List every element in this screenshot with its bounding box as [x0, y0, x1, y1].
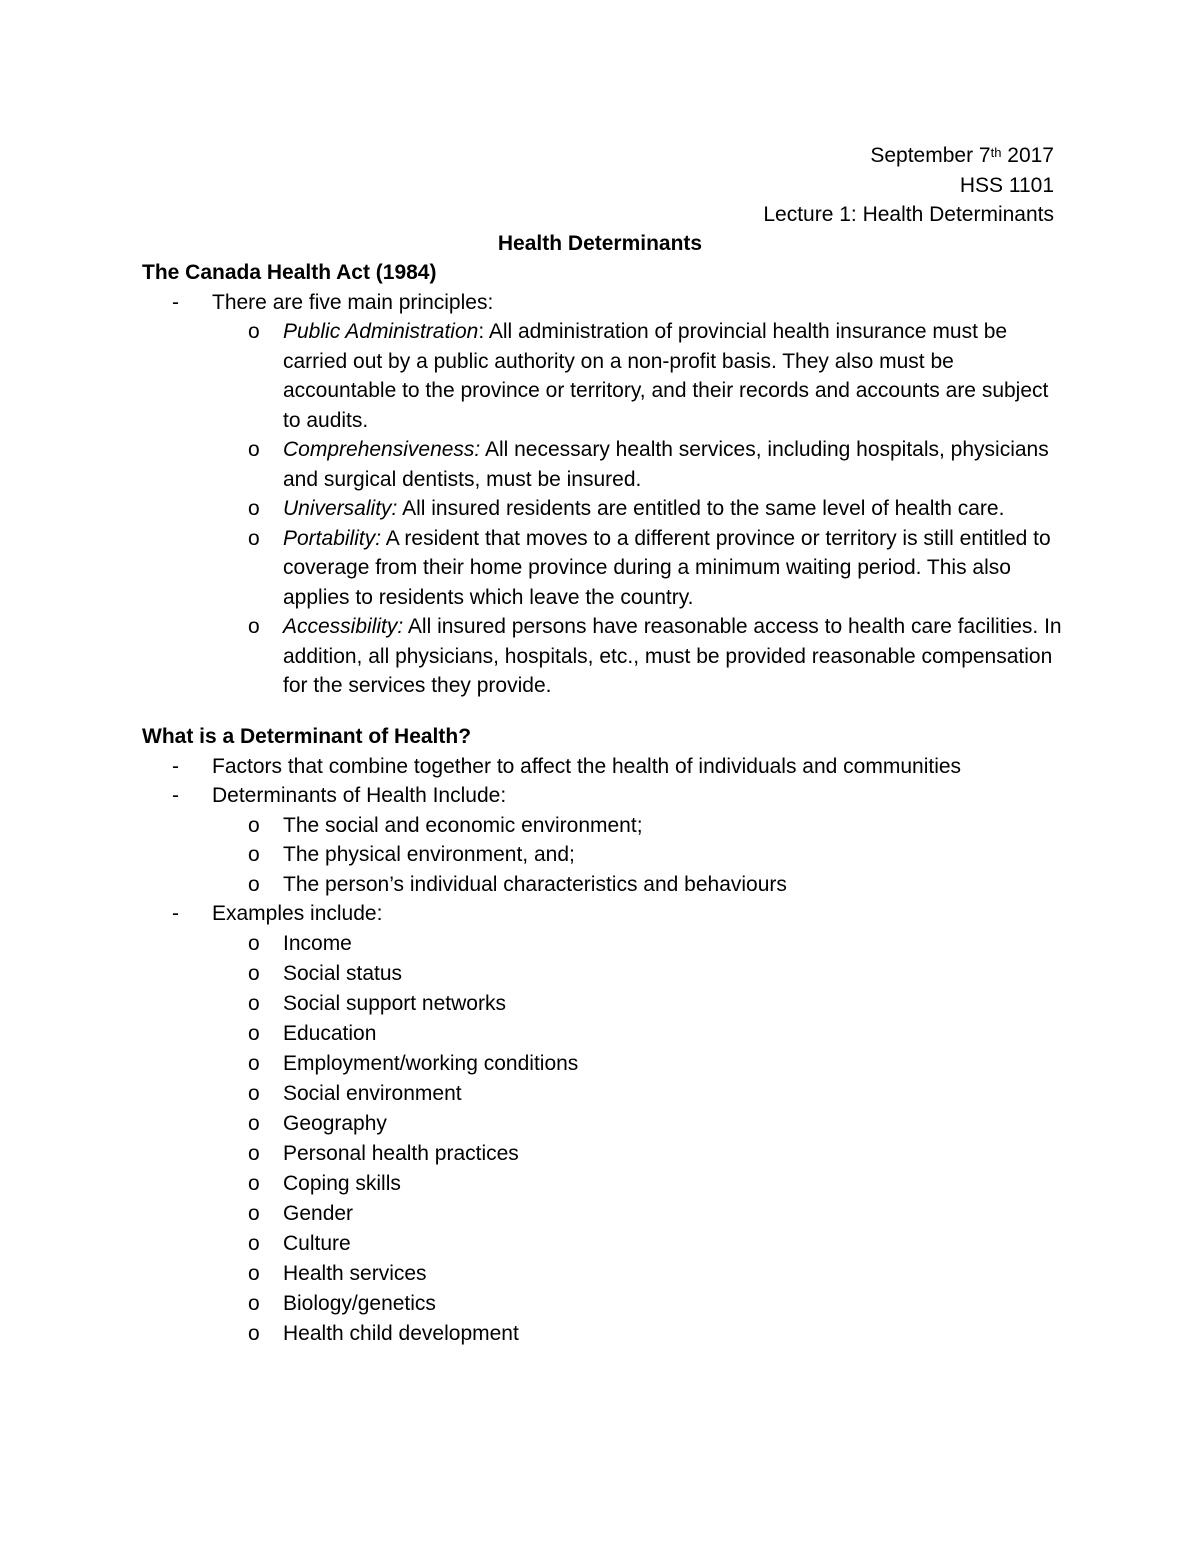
example-text: Health child development: [283, 1321, 519, 1345]
list-item: - Determinants of Health Include:: [142, 781, 1062, 811]
principle-item: [142, 524, 1062, 613]
determinant-text: The person’s individual characteristics and behaviours: [283, 872, 787, 896]
circle-bullet: o: [248, 1231, 260, 1255]
section-heading: What is a Determinant of Health?: [142, 725, 472, 748]
determinant-item: [142, 811, 1062, 841]
example-text: Personal health practices: [283, 1141, 519, 1165]
example-text: Gender: [283, 1201, 354, 1225]
circle-bullet: o: [248, 497, 260, 520]
principle-description: All administration of provincial health insurance must be carried out by a public authority on a non-profit basis. They also must be accountable to the province or territory, and their records and accounts are subject to audits.: [283, 320, 1049, 432]
examples-list: [142, 929, 1062, 1349]
lecture-title: Lecture 1: Health Determinants: [763, 203, 1054, 226]
list-item: - There are five main principles:: [142, 288, 1062, 318]
example-item: [142, 1109, 1062, 1139]
determinants-list: [142, 811, 1062, 900]
example-text: Social status: [283, 961, 403, 985]
principle-item: [142, 317, 1062, 435]
circle-bullet: o: [248, 1021, 260, 1045]
example-item: [142, 1229, 1062, 1259]
circle-bullet: o: [248, 1141, 260, 1165]
example-text: Biology/genetics: [283, 1291, 436, 1315]
principle-text: [283, 435, 1062, 494]
course-code: HSS 1101: [959, 173, 1054, 197]
circle-bullet: o: [248, 813, 260, 837]
circle-bullet: o: [248, 1261, 260, 1285]
principle-item: [142, 494, 1062, 524]
circle-bullet: o: [248, 1321, 260, 1345]
determinant-text: The social and economic environment;: [283, 813, 643, 837]
principle-term: Comprehensiveness:: [283, 438, 481, 461]
circle-bullet: o: [248, 526, 260, 550]
principle-term: Accessibility:: [283, 615, 404, 638]
circle-bullet: o: [248, 438, 260, 461]
circle-bullet: o: [248, 1291, 260, 1315]
list-item: - Examples include:: [142, 899, 1062, 929]
circle-bullet: o: [248, 615, 260, 638]
principle-term: Portability:: [283, 526, 382, 550]
circle-bullet: o: [248, 843, 260, 866]
principle-separator: :: [478, 320, 489, 343]
principle-item: [142, 435, 1062, 494]
circle-bullet: o: [248, 320, 260, 343]
circle-bullet: o: [248, 1201, 260, 1225]
circle-bullet: o: [248, 1111, 260, 1135]
circle-bullet: o: [248, 1051, 260, 1075]
example-text: Culture: [283, 1231, 351, 1255]
section-determinants: [142, 722, 1062, 1349]
example-item: [142, 1139, 1062, 1169]
section-canada-health-act: [142, 258, 1062, 701]
principle-term: Public Administration: [283, 320, 479, 343]
circle-bullet: o: [248, 1081, 260, 1105]
example-text: Education: [283, 1021, 377, 1045]
example-text: Employment/working conditions: [283, 1051, 579, 1075]
principle-item: [142, 612, 1062, 701]
example-text: Coping skills: [283, 1171, 401, 1195]
principle-text: [283, 317, 1062, 435]
principle-description: All insured persons have reasonable access to health care facilities. In addition, all physicians, hospitals, etc., must be provided reasonable compensation for the services they provide.: [283, 615, 1062, 697]
principle-text: [283, 524, 1062, 613]
principle-description: A resident that moves to a different province or territory is still entitled to coverage from their home province during a minimum waiting period. This also applies to residents which leave the country.: [283, 526, 1051, 609]
example-text: Social environment: [283, 1081, 462, 1105]
principle-text: [283, 612, 1062, 701]
circle-bullet: o: [248, 1171, 260, 1195]
example-item: [142, 1289, 1062, 1319]
example-text: Social support networks: [283, 991, 506, 1015]
principle-description: All insured residents are entitled to the same level of health care.: [402, 497, 1005, 520]
example-text: Geography: [283, 1111, 387, 1135]
example-item: [142, 1049, 1062, 1079]
circle-bullet: o: [248, 931, 260, 955]
example-item: [142, 959, 1062, 989]
example-item: [142, 1199, 1062, 1229]
example-item: [142, 1259, 1062, 1289]
example-item: [142, 929, 1062, 959]
section-heading: The Canada Health Act (1984): [142, 261, 437, 284]
list-item: - Factors that combine together to affect the health of individuals and communities: [142, 752, 1062, 782]
example-item: [142, 1079, 1062, 1109]
example-text: Income: [283, 931, 352, 955]
dash-bullet: -: [172, 290, 179, 314]
principle-description: All necessary health services, including hospitals, physicians and surgical dentists, must be insured.: [283, 438, 1049, 491]
principles-list: [142, 317, 1062, 701]
principle-text: [283, 494, 1062, 524]
circle-bullet: o: [248, 961, 260, 985]
dash-bullet: -: [172, 902, 179, 925]
dash-bullet: -: [172, 754, 179, 778]
example-item: [142, 1319, 1062, 1349]
dash-bullet: -: [172, 784, 179, 807]
document-header: [763, 141, 1054, 230]
example-item: [142, 1169, 1062, 1199]
example-text: Health services: [283, 1261, 427, 1285]
determinant-text: The physical environment, and;: [283, 843, 575, 866]
circle-bullet: o: [248, 872, 260, 896]
date-line: September 7th 2017: [870, 144, 1054, 167]
page-title: Health Determinants: [497, 232, 703, 255]
example-item: [142, 1019, 1062, 1049]
determinant-item: [142, 870, 1062, 900]
circle-bullet: o: [248, 991, 260, 1015]
determinant-item: [142, 840, 1062, 870]
example-item: [142, 989, 1062, 1019]
principle-term: Universality:: [283, 497, 398, 520]
